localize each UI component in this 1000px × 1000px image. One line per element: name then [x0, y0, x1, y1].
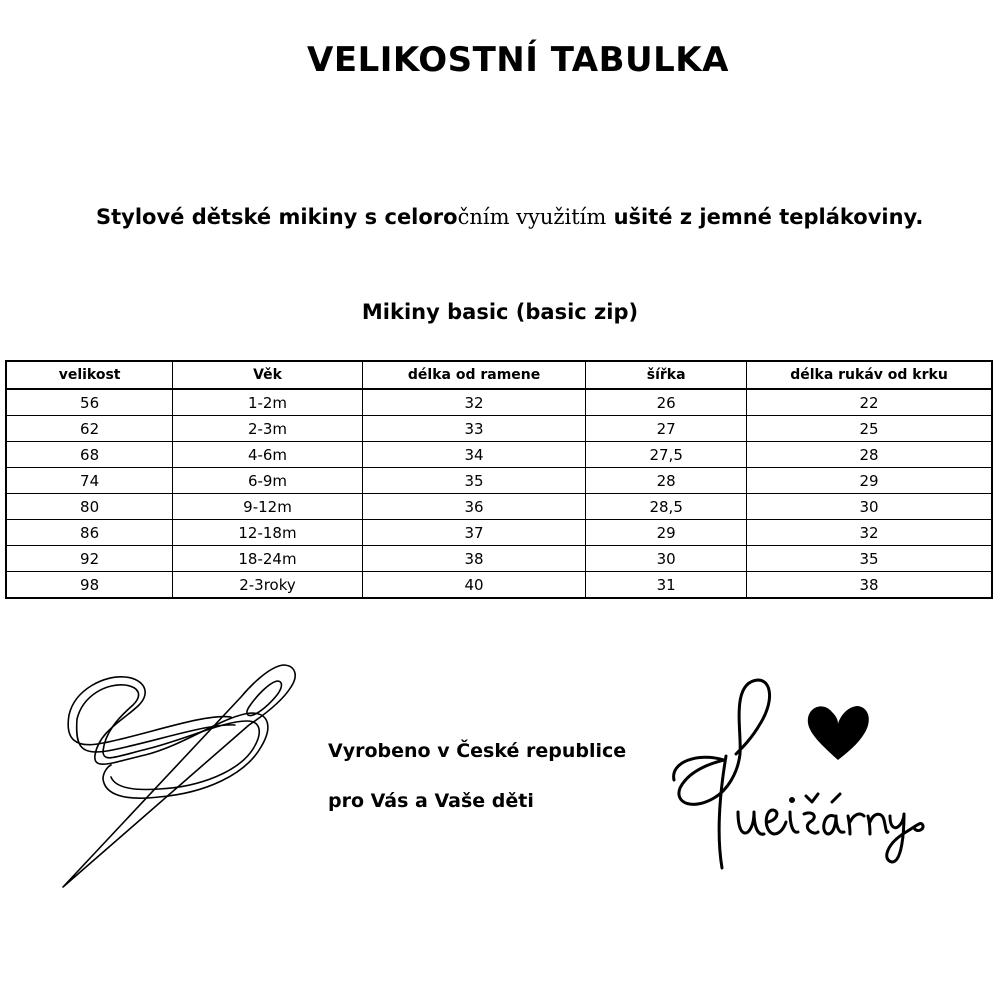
table-row	[6, 468, 992, 494]
table-cell: 38	[362, 546, 586, 572]
table-cell: 6-9m	[173, 468, 363, 494]
table-row	[6, 546, 992, 572]
table-row	[6, 494, 992, 520]
column-header-delka-rukav: délka rukáv od krku	[747, 361, 993, 389]
table-cell: 30	[586, 546, 747, 572]
footer-made-in: Vyrobeno v České republice	[328, 740, 627, 762]
table-cell: 28,5	[586, 494, 747, 520]
table-cell: 56	[6, 389, 173, 416]
needle-thread-icon	[55, 655, 300, 890]
table-cell: 1-2m	[173, 389, 363, 416]
table-cell: 29	[586, 520, 747, 546]
table-row	[6, 442, 992, 468]
table-cell: 74	[6, 468, 173, 494]
table-cell: 28	[747, 442, 993, 468]
table-cell: 31	[586, 572, 747, 599]
table-cell: 36	[362, 494, 586, 520]
table-cell: 9-12m	[173, 494, 363, 520]
table-header-row	[6, 361, 992, 389]
table-cell: 28	[586, 468, 747, 494]
table-cell: 68	[6, 442, 173, 468]
table-cell: 35	[747, 546, 993, 572]
table-cell: 38	[747, 572, 993, 599]
table-row	[6, 389, 992, 416]
table-cell: 32	[362, 389, 586, 416]
column-header-delka-od-ramene: délka od ramene	[362, 361, 586, 389]
intro-text-part2: čním využitím	[457, 205, 607, 229]
table-cell: 35	[362, 468, 586, 494]
intro-text-part3: ušité z jemné teplákoviny.	[606, 205, 924, 229]
table-cell: 25	[747, 416, 993, 442]
table-cell: 26	[586, 389, 747, 416]
column-header-velikost: velikost	[6, 361, 173, 389]
table-cell: 62	[6, 416, 173, 442]
table-cell: 98	[6, 572, 173, 599]
table-cell: 33	[362, 416, 586, 442]
table-cell: 92	[6, 546, 173, 572]
intro-text	[96, 205, 923, 229]
table-cell: 86	[6, 520, 173, 546]
table-cell: 27	[586, 416, 747, 442]
table-row	[6, 416, 992, 442]
table-cell: 29	[747, 468, 993, 494]
table-cell: 27,5	[586, 442, 747, 468]
table-cell: 32	[747, 520, 993, 546]
footer-for-you: pro Vás a Vaše děti	[328, 790, 534, 812]
column-header-sirka: šířka	[586, 361, 747, 389]
table-cell: 2-3roky	[173, 572, 363, 599]
column-header-vek: Věk	[173, 361, 363, 389]
page-title: VELIKOSTNÍ TABULKA	[307, 40, 729, 80]
table-row	[6, 572, 992, 599]
table-cell: 4-6m	[173, 442, 363, 468]
table-cell: 30	[747, 494, 993, 520]
table-row	[6, 520, 992, 546]
table-cell: 40	[362, 572, 586, 599]
table-cell: 2-3m	[173, 416, 363, 442]
table-cell: 12-18m	[173, 520, 363, 546]
table-cell: 22	[747, 389, 993, 416]
table-title: Mikiny basic (basic zip)	[361, 300, 639, 324]
table-cell: 80	[6, 494, 173, 520]
intro-text-part1: Stylové dětské mikiny s celoro	[96, 205, 458, 229]
table-cell: 34	[362, 442, 586, 468]
brand-logo	[668, 672, 928, 872]
table-cell: 18-24m	[173, 546, 363, 572]
heart-icon	[808, 706, 869, 760]
table-cell: 37	[362, 520, 586, 546]
size-table	[5, 360, 993, 599]
